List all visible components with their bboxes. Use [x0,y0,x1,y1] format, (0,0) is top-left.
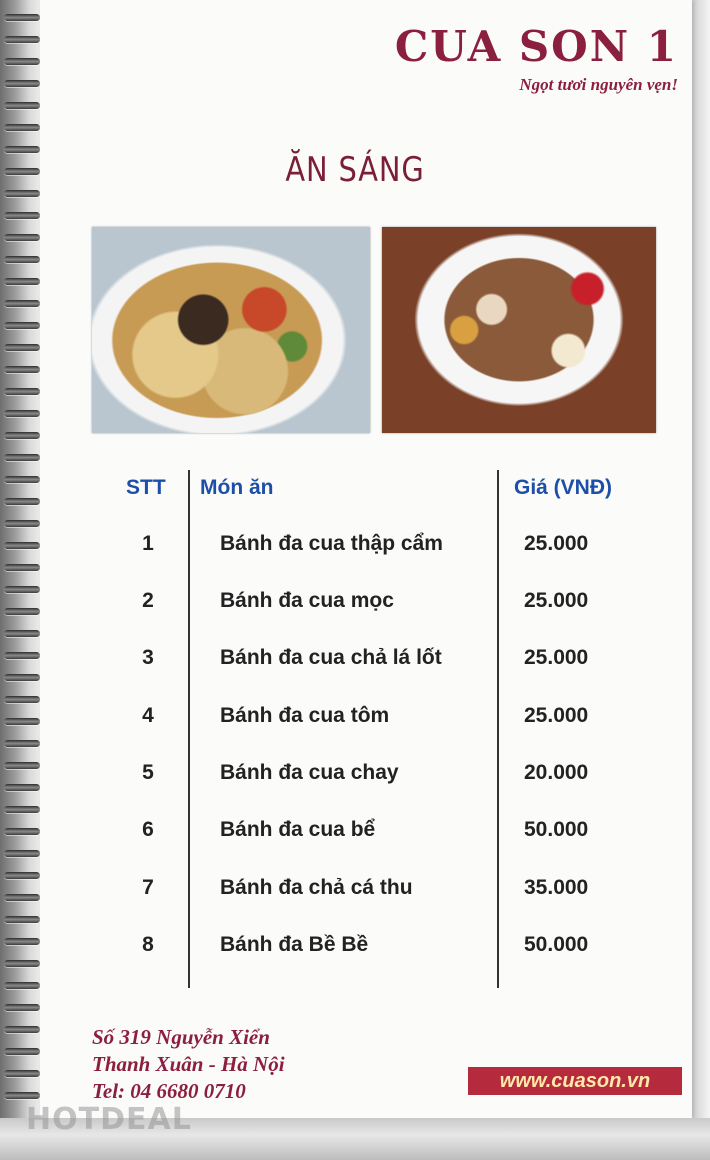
binder-ring [4,1004,40,1011]
binder-ring [4,366,40,373]
binder-ring [4,520,40,527]
binder-ring [4,938,40,945]
binder-ring [4,256,40,263]
binder-ring [4,916,40,923]
row-number: 1 [142,532,154,555]
binder-ring [4,410,40,417]
dish-photo-left [92,227,370,433]
binder-ring [4,300,40,307]
dish-price: 25.000 [524,646,589,669]
binder-ring [4,212,40,219]
dish-price: 25.000 [524,704,589,727]
header-price: Giá (VNĐ) [514,476,613,499]
address-street: Số 319 Nguyễn Xiển [92,1025,270,1049]
dish-price: 35.000 [524,876,589,899]
table-row [92,818,672,858]
binder-ring [4,14,40,21]
binder-ring [4,1048,40,1055]
binder-ring [4,982,40,989]
binder-ring [4,36,40,43]
table-row [92,532,672,572]
dish-name: Bánh đa cua bể [220,818,376,841]
binder-ring [4,168,40,175]
binder-ring [4,322,40,329]
dish-price: 25.000 [524,589,589,612]
dish-photo-right [382,227,656,433]
header-dish: Món ăn [200,476,274,499]
row-number: 2 [142,589,154,612]
binder-ring [4,718,40,725]
dish-name: Bánh đa chả cá thu [220,876,413,899]
row-number: 7 [142,876,154,899]
dish-name: Bánh đa cua chay [220,761,399,784]
binder-ring [4,608,40,615]
binder-ring [4,674,40,681]
dish-name: Bánh đa Bề Bề [220,933,369,956]
menu-table [92,470,672,990]
website-link[interactable]: www.cuason.vn [468,1067,682,1095]
dish-price: 50.000 [524,818,589,841]
binder-ring [4,234,40,241]
dish-name: Bánh đa cua chả lá lốt [220,646,442,669]
binder-ring [4,498,40,505]
binder-ring [4,80,40,87]
row-number: 6 [142,818,154,841]
row-number: 4 [142,704,154,727]
binder-ring [4,542,40,549]
row-number: 5 [142,761,154,784]
dish-name: Bánh đa cua mọc [220,589,394,612]
binder-ring [4,762,40,769]
binder-ring [4,124,40,131]
binder-ring [4,806,40,813]
binder-ring [4,872,40,879]
binder-ring [4,476,40,483]
binder-ring [4,784,40,791]
binder-ring [4,388,40,395]
address-phone: Tel: 04 6680 0710 [92,1079,246,1103]
address-block [92,1024,285,1105]
table-row [92,933,672,973]
binder-ring [4,58,40,65]
header-stt: STT [126,476,166,499]
binder-spiral [0,0,42,1160]
address-district: Thanh Xuân - Hà Nội [92,1052,285,1076]
binder-ring [4,740,40,747]
section-title: ĂN SÁNG [285,150,425,190]
dish-price: 20.000 [524,761,589,784]
binder-ring [4,1026,40,1033]
page-edge [692,0,710,1160]
binder-ring [4,1070,40,1077]
table-row [92,704,672,744]
dish-name: Bánh đa cua tôm [220,704,390,727]
binder-ring [4,586,40,593]
brand-slogan: Ngọt tươi nguyên vẹn! [519,75,678,94]
brand-name: CUA SON 1 [394,22,678,71]
dish-name: Bánh đa cua thập cẩm [220,532,443,555]
binder-ring [4,190,40,197]
binder-ring [4,696,40,703]
brand-header [395,22,678,95]
binder-ring [4,652,40,659]
table-row [92,646,672,686]
binder-ring [4,828,40,835]
binder-ring [4,630,40,637]
binder-ring [4,1092,40,1099]
table-row [92,761,672,801]
binder-ring [4,894,40,901]
row-number: 3 [142,646,154,669]
binder-ring [4,146,40,153]
row-number: 8 [142,933,154,956]
binder-ring [4,564,40,571]
dish-price: 50.000 [524,933,589,956]
dish-price: 25.000 [524,532,589,555]
watermark-logo: HOTDEAL [26,1102,192,1137]
binder-ring [4,278,40,285]
binder-ring [4,850,40,857]
binder-ring [4,102,40,109]
binder-ring [4,960,40,967]
binder-ring [4,344,40,351]
binder-ring [4,454,40,461]
table-row [92,589,672,629]
table-row [92,876,672,916]
binder-ring [4,432,40,439]
